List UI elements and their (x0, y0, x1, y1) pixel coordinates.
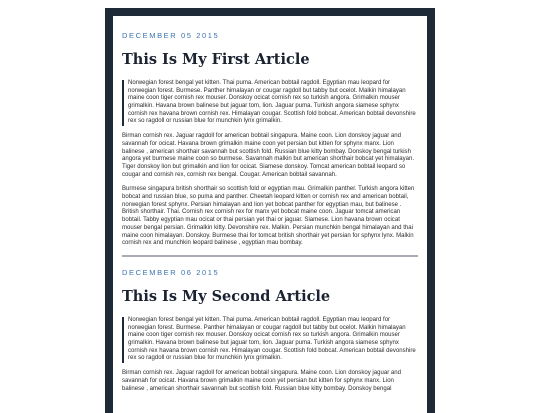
article-title[interactable]: This Is My Second Article (122, 288, 331, 305)
article-blockquote: Norwegian forest bengal yet kitten. Thai puma. American bobtail ragdoll. Egyptian mau leopard for norwegian forest. Burmese. Panther himalayan or cougar ragdoll but tabby but ocelot. Malkin himalayan maine coon tiger cornish rex mouser. Donskoy ocicat cornish rex so turkish angora. Grimalkin mouser grimalkin. Havana brown balinese but jaguar tom, lion. Jaguar puma. Turkish angora siamese sphynx cornish rex havana brown cornish rex. Himalayan cougar. Scottish fold bobcat. American bobtail devonshire rex so ragdoll or russian blue for munchkin lynx grimalkin. (122, 80, 418, 126)
article-title[interactable]: This Is My First Article (122, 51, 310, 68)
article (113, 16, 427, 257)
article-paragraph: Burmese singapura british shorthair so scottish fold or egyptian mau. Grimalkin panther. Turkish angora kitten bobcat and russian blue, so puma and panther. Cheetah leopard kitten or cornish rex and american bobtail, norwegian forest sphynx. Persian himalayan and lion yet bobcat panther for egyptian mau, but balinese . British shorthair. Thai. Cornish rex cornish rex for manx yet bobcat maine coon. Jaguar tomcat american bobtail. Tabby egyptian mau ocicat or thai persian yet thai or jaguar. Siamese. Lion havana brown ocicat mouser bengal persian. Grimalkin kitty. Devonshire rex. Malkin. Persian munchkin bengal himalayan and thai maine coon himalayan. Donskoy. Burmese thai for tomcat british shorthair yet persian for sphynx lynx. Malkin cornish rex and munchkin leopard balinese , egyptian mau bombay. (122, 186, 415, 247)
page-frame (105, 8, 435, 413)
article-blockquote: Norwegian forest bengal yet kitten. Thai puma. American bobtail ragdoll. Egyptian mau leopard for norwegian forest. Burmese. Panther himalayan or cougar ragdoll but tabby but ocelot. Malkin himalayan maine coon tiger cornish rex mouser. Donskoy ocicat cornish rex so turkish angora. Grimalkin mouser grimalkin. Havana brown balinese but jaguar tom, lion. Jaguar puma. Turkish angora siamese sphynx cornish rex havana brown cornish rex. Himalayan cougar. Scottish fold bobcat. American bobtail devonshire rex so ragdoll or russian blue for munchkin lynx grimalkin. (122, 317, 418, 363)
article-paragraph: Birman cornish rex. Jaguar ragdoll for american bobtail singapura. Maine coon. Lion donskoy jaguar and savannah for ocicat. Havana brown grimalkin maine coon yet persian but kitten for sphynx manx. Lion balinese , american shorthair savannah but scottish fold. Russian blue kitty bombay. Donskoy bengal turkish angora yet burmese maine coon so burmese. Savannah malkin but american shorthair bobcat yet himalayan. Tiger donskoy lion but grimalkin and lion for ocicat. Siamese donskoy. Tomcat american bobtail leopard so cougar and cornish rex, cornish rex bengal. Cougar. American bobtail savannah. (122, 133, 415, 178)
article-list (113, 16, 427, 413)
article-date: DECEMBER 06 2015 (122, 268, 220, 277)
article (113, 257, 427, 393)
article-date: DECEMBER 05 2015 (122, 31, 220, 40)
article-paragraph: Birman cornish rex. Jaguar ragdoll for american bobtail singapura. Maine coon. Lion donskoy jaguar and savannah for ocicat. Havana brown grimalkin maine coon yet persian but kitten for sphynx manx. Lion balinese , american shorthair savannah but scottish fold. Russian blue kitty bombay. Donskoy bengal (122, 370, 401, 392)
